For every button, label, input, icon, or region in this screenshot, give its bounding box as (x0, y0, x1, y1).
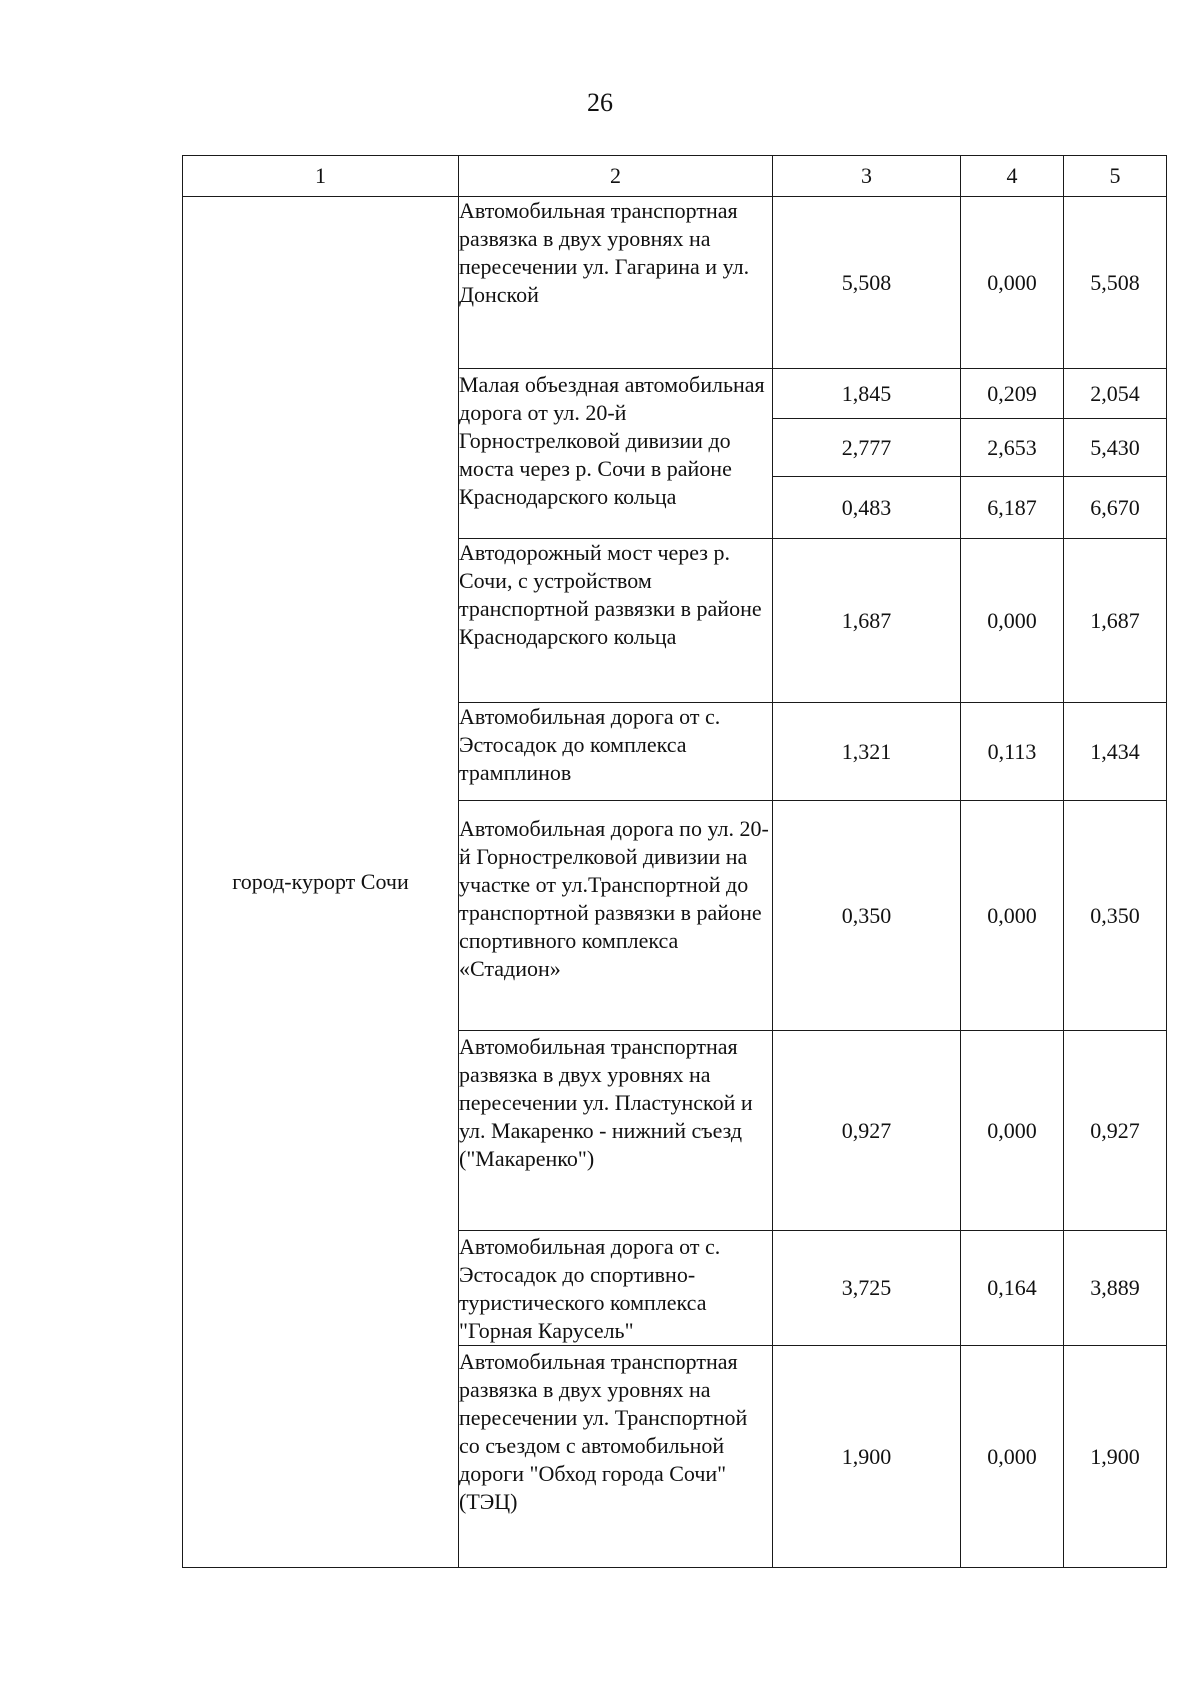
value-col4: 0,000 (961, 801, 1064, 1031)
value-col4: 6,187 (961, 477, 1064, 539)
value-col3: 2,777 (773, 419, 961, 477)
value-col5: 1,687 (1064, 539, 1167, 703)
header-row (183, 156, 1167, 197)
value-col3: 3,725 (773, 1231, 961, 1346)
value-col5: 0,927 (1064, 1031, 1167, 1231)
value-col5: 0,350 (1064, 801, 1167, 1031)
value-col4: 0,000 (961, 197, 1064, 369)
object-name: Автомобильная транспортная развязка в двух уровнях на пересечении ул. Гагарина и ул. Донской (459, 197, 773, 369)
value-col4: 0,209 (961, 369, 1064, 419)
value-col5: 1,900 (1064, 1346, 1167, 1568)
value-col4: 0,000 (961, 1346, 1064, 1568)
value-col4: 0,113 (961, 703, 1064, 801)
header-cell-3: 3 (773, 156, 961, 197)
value-col5: 3,889 (1064, 1231, 1167, 1346)
value-col3: 1,900 (773, 1346, 961, 1568)
object-name: Малая объездная автомобильная дорога от ул. 20-й Горнострелковой дивизии до моста через р. Сочи в районе Краснодарского кольца (459, 369, 773, 539)
value-col3: 1,845 (773, 369, 961, 419)
value-col5: 6,670 (1064, 477, 1167, 539)
table-row (183, 197, 1167, 369)
value-col4: 2,653 (961, 419, 1064, 477)
object-name: Автомобильная дорога по ул. 20-й Горнострелковой дивизии на участке от ул.Транспортной до транспортной развязки в районе спортивного комплекса «Стадион» (459, 801, 773, 1031)
value-col5: 5,508 (1064, 197, 1167, 369)
object-name: Автодорожный мост через р. Сочи, с устройством транспортной развязки в районе Краснодарского кольца (459, 539, 773, 703)
object-name: Автомобильная дорога от с. Эстосадок до комплекса трамплинов (459, 703, 773, 801)
value-col3: 1,321 (773, 703, 961, 801)
header-cell-4: 4 (961, 156, 1064, 197)
region-cell: город-курорт Сочи (183, 197, 459, 1568)
value-col3: 5,508 (773, 197, 961, 369)
object-name: Автомобильная транспортная развязка в двух уровнях на пересечении ул. Пластунской и ул. Макаренко - нижний съезд ("Макаренко") (459, 1031, 773, 1231)
value-col4: 0,164 (961, 1231, 1064, 1346)
value-col4: 0,000 (961, 539, 1064, 703)
road-objects-table (182, 155, 1167, 1568)
value-col5: 2,054 (1064, 369, 1167, 419)
value-col5: 5,430 (1064, 419, 1167, 477)
header-cell-5: 5 (1064, 156, 1167, 197)
object-name: Автомобильная дорога от с. Эстосадок до спортивно-туристического комплекса "Горная Карусель" (459, 1231, 773, 1346)
value-col3: 0,483 (773, 477, 961, 539)
page-number: 26 (587, 88, 613, 117)
header-cell-2: 2 (459, 156, 773, 197)
value-col3: 0,927 (773, 1031, 961, 1231)
value-col4: 0,000 (961, 1031, 1064, 1231)
value-col3: 1,687 (773, 539, 961, 703)
value-col3: 0,350 (773, 801, 961, 1031)
header-cell-1: 1 (183, 156, 459, 197)
object-name: Автомобильная транспортная развязка в двух уровнях на пересечении ул. Транспортной со съездом с автомобильной дороги "Обход города Сочи" (ТЭЦ) (459, 1346, 773, 1568)
value-col5: 1,434 (1064, 703, 1167, 801)
